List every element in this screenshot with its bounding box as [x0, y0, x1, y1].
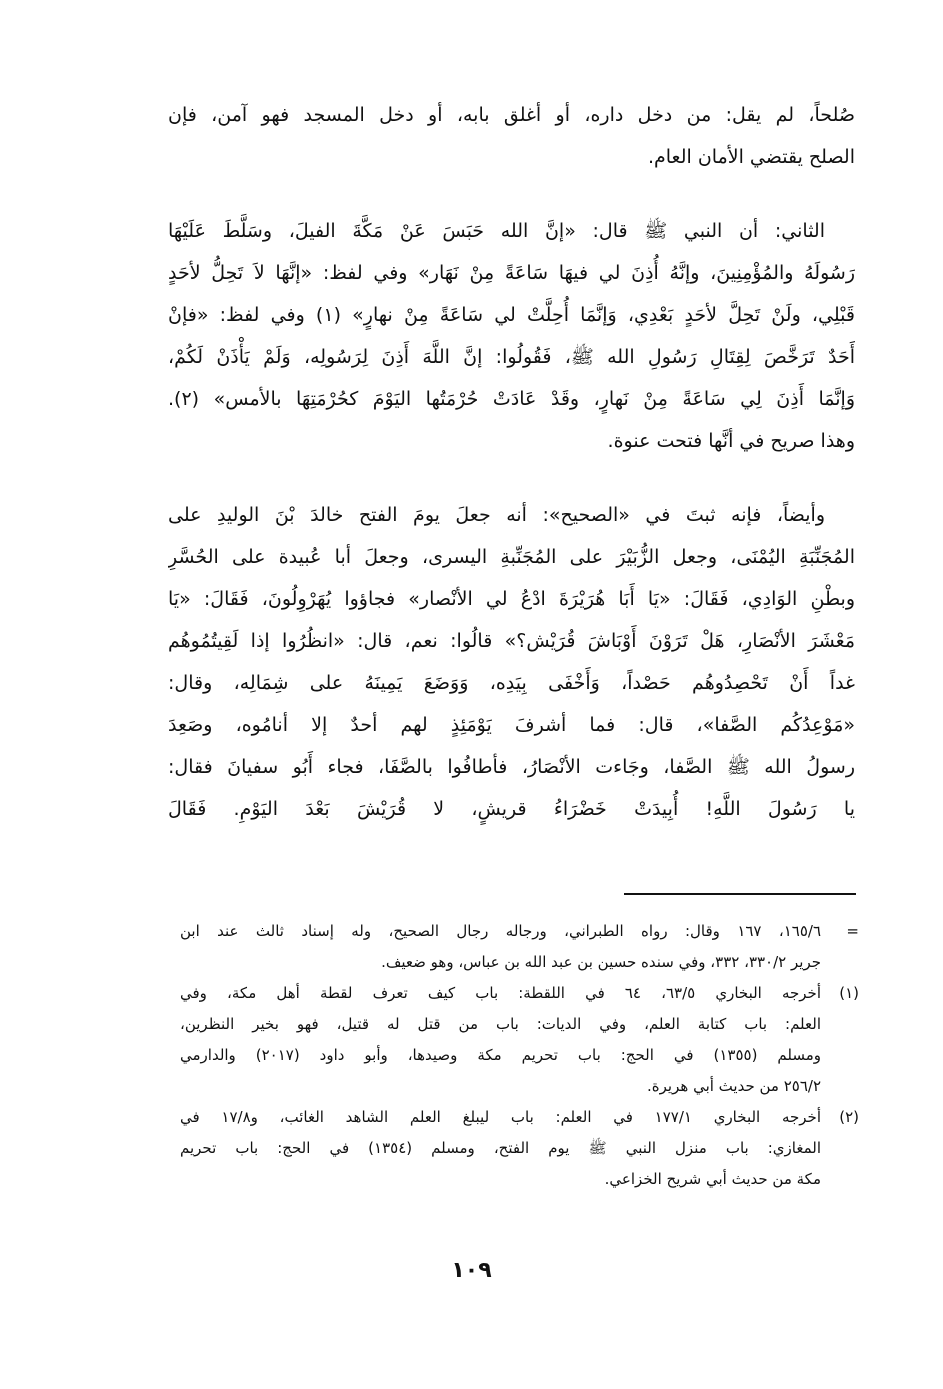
- page-number: ١٠٩: [451, 1258, 492, 1283]
- text-line: الثاني: أن النبي ﷺ قال: «إنَّ الله حَبَسَ عَنْ مَكَّةَ الفيلَ، وسَلَّطَ عَلَيْهَا: [168, 220, 825, 242]
- footnote-line: أخرجه البخاري ٦٣/٥، ٦٤ في اللقطة: باب كيف تعرف لقطة أهل مكة، وفي: [180, 984, 821, 1002]
- text-line: الصلح يقتضي الأمان العام.: [647, 146, 855, 168]
- text-line: وَإنَّمَا أَذِنَ لِي سَاعَةً مِنْ نَهارٍ، وقَدْ عَادَتْ حُرْمَتُها اليَوْمَ كحُرْمَتِهَا بالأمس» (٢).: [168, 388, 855, 410]
- paragraph-gap: [168, 462, 855, 494]
- paragraph-2: [168, 210, 855, 462]
- footnote-separator: [624, 893, 856, 895]
- text-line: وهذا صريح في أنَّها فتحت عنوة.: [607, 430, 855, 452]
- text-line: وبطْنِ الوَادِي، فَقَالَ: «يَا أَبَا هُرَيْرَةَ ادْعُ لي الأنْصار» فجاؤوا يُهَرْوِلُونَ، فَقَالَ: «يَا: [168, 588, 855, 610]
- footnote-line: ٢٥٦/٢ من حديث أبي هريرة.: [647, 1077, 821, 1095]
- footnote-line: المغازي: باب منزل النبي ﷺ يوم الفتح، ومسلم (١٣٥٤) في الحج: باب تحريم: [180, 1139, 821, 1157]
- footnote-marker: (١): [839, 984, 859, 1002]
- footnote-marker: (٢): [839, 1108, 859, 1126]
- main-text: [168, 94, 855, 830]
- footnote-line: أخرجه البخاري ١٧٧/١ في العلم: باب ليبلغ العلم الشاهد الغائب، و١٧/٨ في: [180, 1108, 821, 1126]
- text-line: أَحَدٌ تَرَخَّصَ لِقِتَالِ رَسُولِ الله ﷺ، فَقُولُوا: إنَّ اللَّهَ أَذِنَ لِرَسُولِه، وَلَمْ يَأْذَنْ لَكُمْ،: [168, 346, 855, 368]
- footnote-marker: =: [846, 922, 859, 940]
- text-line: يا رَسُولَ اللَّهِ! أُبِيدَتْ خَضْرَاءُ قريشٍ، لا قُرَيْشَ بَعْدَ اليَوْمِ. فَقَالَ: [168, 798, 855, 820]
- footnote-1: [180, 978, 859, 1102]
- text-line: صُلحاً، لم يقل: من دخل داره، أو أغلق بابه، أو دخل المسجد فهو آمن، فإن: [168, 104, 855, 126]
- footnote-line: مكة من حديث أبي شريح الخزاعي.: [604, 1170, 821, 1188]
- text-line: «مَوْعِدُكُم الصَّفا»، قال: فما أشرفَ يَوْمَئِذٍ لهم أحدٌ إلا أنامُوه، وصَعِدَ: [168, 714, 855, 736]
- text-line: قَبْلِي، ولَنْ تَحِلَّ لأحَدٍ بَعْدِي، وَإنَّمَا أُحِلَّتْ لي سَاعَةً مِنْ نهارٍ» (١) وفي لفظ: «فإنْ: [168, 304, 855, 326]
- text-line: المُجَنِّبَةِ اليُمْنَى، وجعل الزُّبَيْرَ على المُجَنِّبةِ اليسرى، وجعلَ أبا عُبيدة على الحُسَّرِ: [168, 546, 855, 568]
- footnote-2: [180, 1102, 859, 1195]
- footnote-line: ١٦٥/٦، ١٦٧ وقال: رواه الطبراني، ورجاله رجال الصحيح، وله إسناد ثالث عند ابن: [180, 922, 821, 940]
- paragraph-gap: [168, 178, 855, 210]
- footnote-line: جرير ٣٣٠/٢، ٣٣٢، وفي سنده حسين بن عبد الله بن عباس، وهو ضعيف.: [381, 953, 821, 971]
- paragraph-1: [168, 94, 855, 178]
- footnote-line: العلم: باب كتابة العلم، وفي الديات: باب من قتل له قتيل، فهو بخير النظرين،: [180, 1015, 821, 1033]
- footnote-continuation: [180, 916, 859, 978]
- footnotes: [180, 916, 859, 1195]
- footnote-line: ومسلم (١٣٥٥) في الحج: باب تحريم مكة وصيدها، وأبو داود (٢٠١٧) والدارمي: [180, 1046, 821, 1064]
- text-line: مَعْشَرَ الأنْصَارِ، هَلْ تَرَوْنَ أَوْبَاشَ قُرَيْش؟» قالُوا: نعم، قال: «انظُرُوا إذا لَقِيتُمُوهُم: [168, 630, 855, 652]
- text-line: رسولُ الله ﷺ الصَّفا، وجَاءت الأنْصَارُ، فأطافُوا بالصَّفَا، فجاء أَبُو سفيانَ فقال:: [168, 756, 855, 778]
- text-line: غداً أَنْ تَحْصِدُوهُم حَصْداً، وَأَخْفَى بِيَدِه، وَوَضَعَ يَمِينَهُ على شِمَالِه، وقال:: [168, 672, 855, 694]
- text-line: وأيضاً، فإنه ثبتَ في «الصحيح»: أنه جعلَ يومَ الفتح خالدَ بْنَ الوليدِ على: [168, 504, 825, 526]
- paragraph-3: [168, 494, 855, 830]
- text-line: رَسُولَهُ والمُؤْمِنِينَ، وإنَّهُ أُذِنَ لي فيهَا سَاعَةً مِنْ نَهَار» وفي لفظ: «إنَّهَا لاَ تَحِلُّ لأحَدٍ: [168, 262, 855, 284]
